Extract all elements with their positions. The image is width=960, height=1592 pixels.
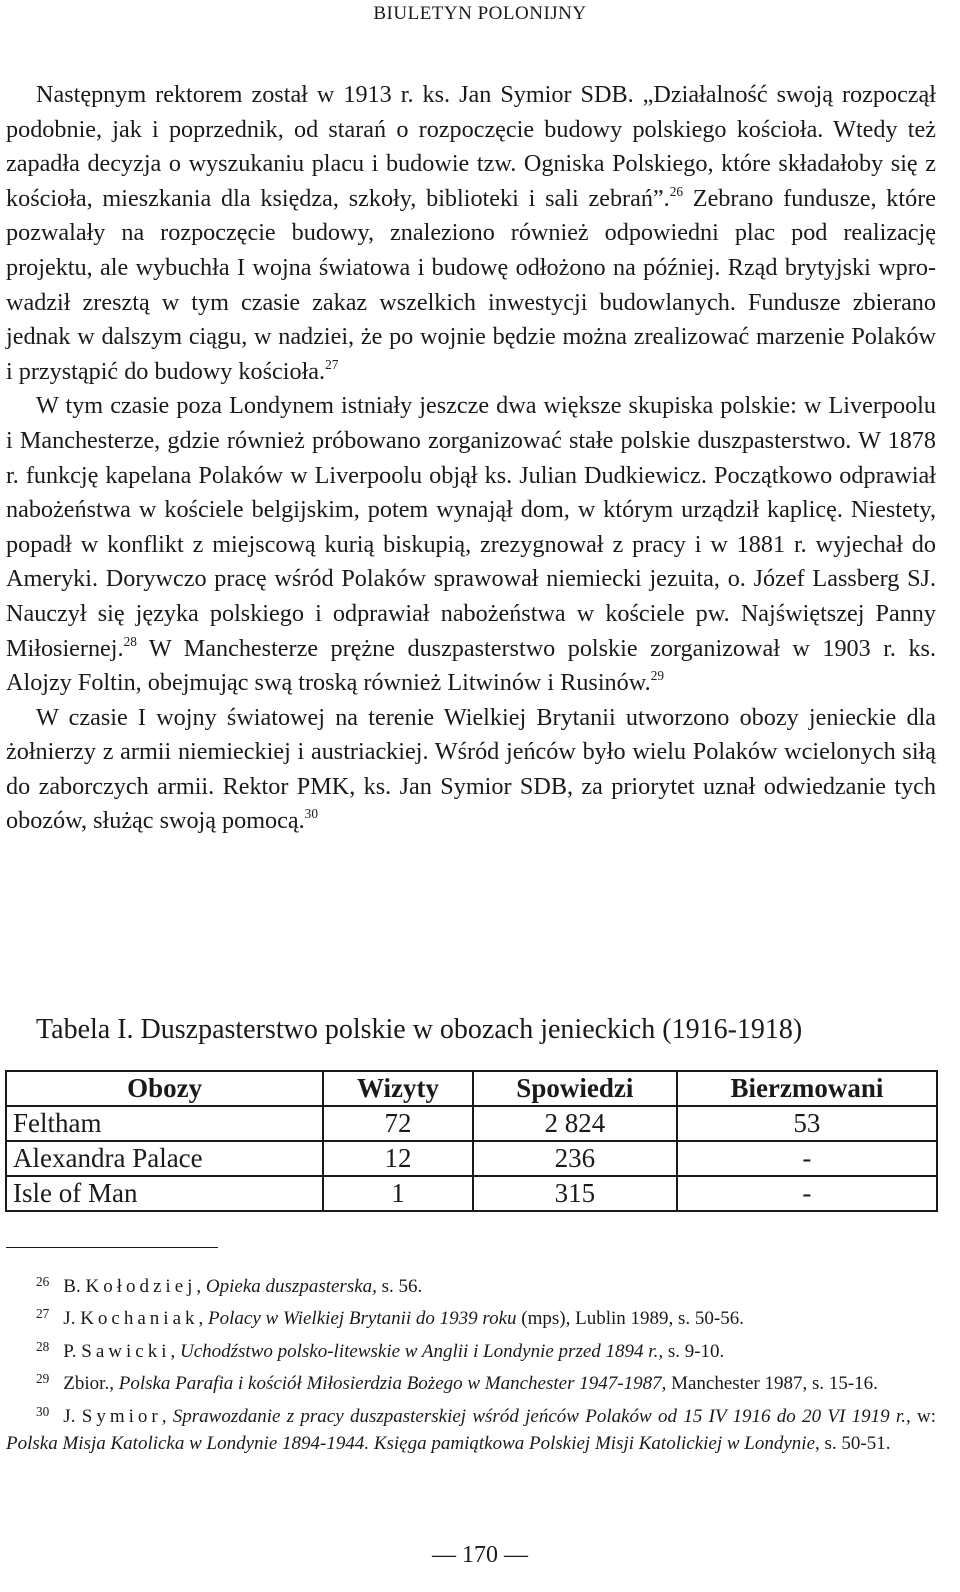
footnote [6, 1365, 936, 1397]
title-italic: Polska Parafia i kościół Miłosierdzia Bożego w Manchester 1947-1987 [118, 1373, 662, 1395]
text-run: J. [63, 1308, 81, 1330]
cell-camp: Alexandra Palace [6, 1141, 323, 1176]
text-run: (mps), Lublin 1989, s. 50-56. [516, 1308, 744, 1330]
cell-confirmed: 53 [677, 1106, 937, 1141]
title-italic: Opieka duszpasterska, [205, 1275, 377, 1297]
footnote [6, 1333, 936, 1365]
footnote-ref: 28 [123, 633, 137, 649]
cell-confessions: 315 [473, 1176, 677, 1211]
text-run: , [198, 1308, 209, 1330]
author-name: Symior [81, 1405, 162, 1427]
footnote-divider [6, 1247, 218, 1248]
cell-confirmed: - [677, 1141, 937, 1176]
footnote-number: 29 [36, 1371, 50, 1387]
camps-table [5, 1070, 938, 1212]
title-italic: Uchodźstwo polsko-litewskie w Anglii i Londynie przed 1894 r., [179, 1340, 664, 1362]
column-header-spowiedzi: Spowiedzi [473, 1071, 677, 1106]
paragraph [6, 701, 936, 839]
table-row [6, 1106, 937, 1141]
text-run: Zebrano fundusze, które pozwalały na rozpoczęcie budowy, znaleziono również odpowiedni plac pod realizację projektu, ale wybuchła I wojna światowa i budowę odłożono na później. Rząd brytyjski wprowadził zresztą w tym czasie zakaz wszelkich inwestycji budowlanych. Fundusze zbierano jednak w dalszym ciągu, w nadziei, że po wojnie będzie można zrealizować marzenie Polaków i przystąpić do budowy kościoła. [6, 184, 937, 385]
text-run: , Manchester 1987, s. 15-16. [661, 1373, 878, 1395]
title-italic: Polacy w Wielkiej Brytanii do 1939 roku [208, 1308, 517, 1330]
cell-visits: 1 [323, 1176, 473, 1211]
cell-confessions: 2 824 [473, 1106, 677, 1141]
footnote-ref: 27 [325, 356, 339, 372]
footnote-ref: 26 [669, 183, 684, 199]
text-run: , s. 50-51. [815, 1433, 891, 1455]
text-run: s. 56. [376, 1275, 423, 1297]
page-number: — 170 — [432, 1542, 528, 1568]
text-run: s. 9-10. [663, 1340, 725, 1362]
table-row [6, 1176, 937, 1211]
footnote [6, 1398, 936, 1458]
body-text [6, 78, 936, 839]
footnote-number: 26 [36, 1274, 50, 1289]
cell-camp: Feltham [6, 1106, 323, 1141]
text-run: B. [63, 1275, 86, 1297]
text-run: P. [63, 1340, 82, 1362]
author-name: Kołodziej [85, 1275, 197, 1297]
footnote [6, 1300, 936, 1332]
table-row [6, 1141, 937, 1176]
table-header-row [6, 1071, 937, 1106]
author-name: Kochaniak [80, 1308, 199, 1330]
footnote-ref: 29 [650, 668, 664, 684]
text-run: , [170, 1340, 180, 1362]
footnotes [6, 1268, 936, 1458]
cell-confessions: 236 [473, 1141, 677, 1176]
column-header-bierzmowani: Bierzmowani [677, 1071, 937, 1106]
table-caption: Tabela I. Duszpasterstwo polskie w obozach jenieckich (1916-1918) [36, 1014, 803, 1045]
footnote-number: 28 [36, 1338, 50, 1354]
title-italic: Polska Misja Katolicka w Londynie 1894-1944. Księga pamiątkowa Polskiej Misji Katolickiej w Londynie [6, 1433, 816, 1455]
text-run: Następnym rektorem został w 1913 r. ks. Jan Symior SDB. „Działalność swoją rozpoczął podobnie, jak i poprzednik, od starań o rozpoczęcie budowy polskiego kościoła. Wtedy też zapadła decyzja o wyszukaniu placu i budowie tzw. Ogniska Polskiego, które składałoby się z kościoła, mieszkania dla księdza, szkoły, biblioteki i sali zebrań”. [6, 81, 936, 212]
footnote [6, 1268, 936, 1300]
cell-confirmed: - [677, 1176, 937, 1211]
text-run: , w: [905, 1405, 937, 1427]
footnote-number: 27 [36, 1306, 50, 1322]
text-run: J. [63, 1405, 82, 1427]
cell-camp: Isle of Man [6, 1176, 323, 1211]
cell-visits: 12 [323, 1141, 473, 1176]
text-run: W czasie I wojny światowej na terenie Wielkiej Brytanii utworzono obozy jenieckie dla żołnierzy z armii niemieckiej i austriackiej. Wśród jeńców było wielu Polaków wcielonych siłą do zaborczych armii. Rektor PMK, ks. Jan Symior SDB, za priorytet uznał odwiedzanie tych obozów, służąc swoją pomocą. [6, 703, 936, 835]
column-header-obozy: Obozy [6, 1071, 323, 1106]
text-run: Zbior., [63, 1373, 119, 1395]
title-italic: Sprawozdanie z pracy duszpasterskiej wśród jeńców Polaków od 15 IV 1916 do 20 VI 1919 r. [172, 1405, 906, 1427]
cell-visits: 72 [323, 1106, 473, 1141]
text-run: W Manchesterze prężne duszpasterstwo polskie zorganizował w 1903 r. ks. Alojzy Foltin, obejmując swą troską również Litwinów i Rusinów. [6, 634, 936, 697]
text-run: W tym czasie poza Londynem istniały jeszcze dwa większe skupiska polskie: w Liverpoolu i Manchesterze, gdzie również próbowano zorganizować stałe polskie duszpasterstwo. W 1878 r. funkcję kapelana Polaków w Liverpoolu objął ks. Julian Dudkiewicz. Początkowo odprawiał nabożeństwa w kościele belgijskim, potem wynajął dom, w którym urządził kaplicę. Niestety, popadł w konflikt z miejscową kurią biskupią, zrezygnował z pracy i w 1881 r. wyjechał do Ameryki. Dorywczo pracę wśród Polaków sprawował niemiecki jezuita, o. Józef Lassberg SJ. Nauczył się języka polskiego i odprawiał nabożeństwa w kościele pw. Najświętszej Panny Miłosiernej. [6, 392, 936, 662]
running-head: BIULETYN POLONIJNY [373, 3, 587, 24]
column-header-wizyty: Wizyty [323, 1071, 473, 1106]
paragraph [6, 78, 936, 389]
paragraph [6, 389, 936, 700]
text-run: , [161, 1405, 173, 1427]
footnote-number: 30 [36, 1403, 50, 1419]
text-run: , [196, 1275, 206, 1297]
footnote-ref: 30 [304, 806, 318, 822]
author-name: Sawicki [81, 1340, 171, 1362]
